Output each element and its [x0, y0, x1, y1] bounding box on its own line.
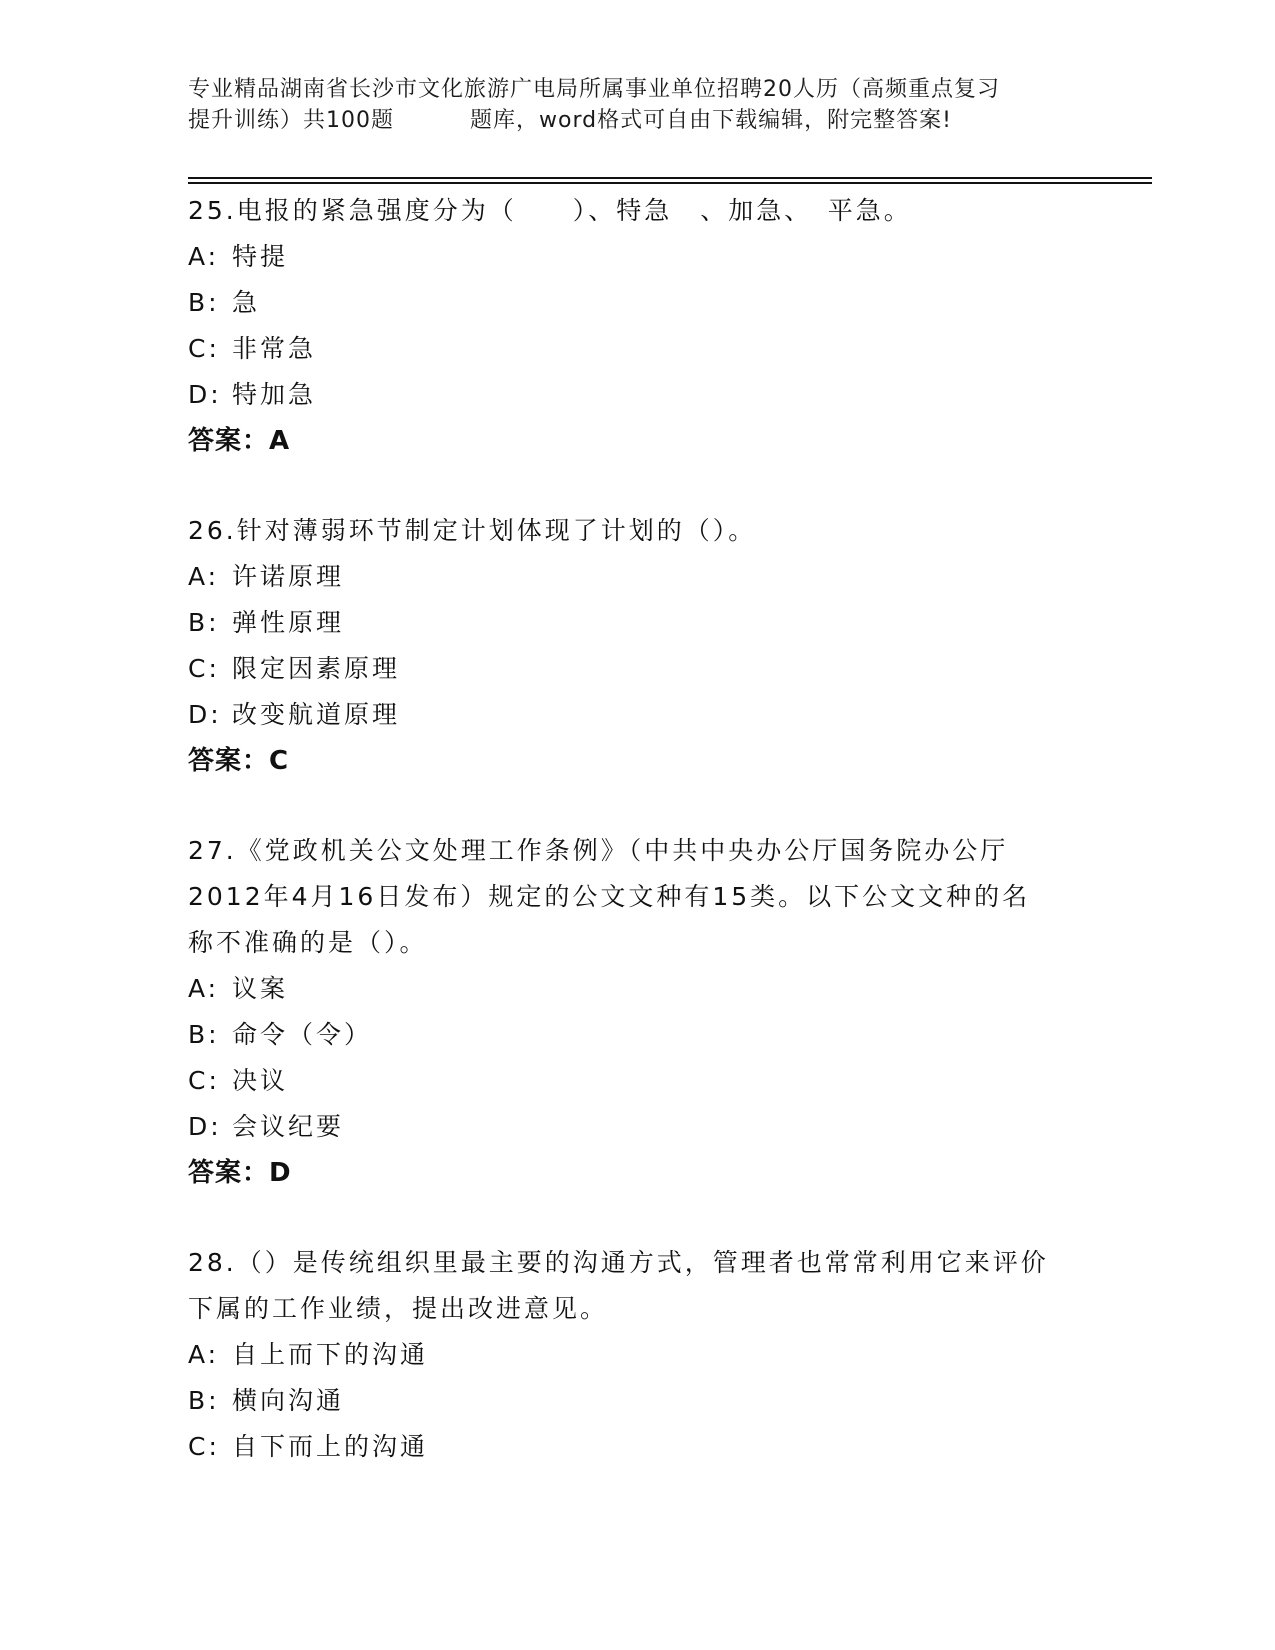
option-text: 许诺原理 — [232, 562, 345, 591]
option-key: D: — [188, 1112, 222, 1141]
answer-line: 答案：C — [188, 746, 290, 776]
option-key: A: — [188, 974, 220, 1003]
option-text: 会议纪要 — [232, 1112, 345, 1141]
document-header — [188, 74, 1088, 136]
option-key: C: — [188, 334, 220, 363]
option-text: 命令（令） — [232, 1020, 373, 1049]
answer-line: 答案：A — [188, 426, 291, 456]
question-25 — [188, 188, 1088, 464]
question-text: 称不准确的是（）。 — [188, 928, 428, 957]
question-27 — [188, 828, 1088, 1196]
option-b — [188, 280, 1088, 326]
header-divider-bottom — [188, 182, 1152, 184]
option-key: C: — [188, 1432, 220, 1461]
header-line-2-right: 题库，word格式可自由下载编辑，附完整答案! — [470, 108, 952, 133]
option-text: 弹性原理 — [232, 608, 345, 637]
option-key: C: — [188, 1066, 220, 1095]
option-text: 限定因素原理 — [232, 654, 401, 683]
option-a — [188, 554, 1088, 600]
option-key: B: — [188, 608, 220, 637]
option-text: 非常急 — [232, 334, 317, 363]
question-text: 2012年4月16日发布）规定的公文文种有15类。以下公文文种的名 — [188, 882, 1031, 911]
option-text: 自下而上的沟通 — [232, 1432, 429, 1461]
question-text: 28.（）是传统组织里最主要的沟通方式，管理者也常常利用它来评价 — [188, 1248, 1049, 1277]
answer-line: 答案：D — [188, 1158, 292, 1188]
question-28 — [188, 1240, 1088, 1470]
option-text: 决议 — [232, 1066, 289, 1095]
option-b — [188, 1378, 1088, 1424]
header-divider-top — [188, 177, 1152, 179]
option-text: 改变航道原理 — [232, 700, 401, 729]
question-26 — [188, 508, 1088, 784]
question-list — [188, 188, 1088, 1514]
option-text: 急 — [232, 288, 261, 317]
question-text: 25.电报的紧急强度分为（ ）、特急 、加急、 平急。 — [188, 196, 912, 225]
option-key: A: — [188, 242, 220, 271]
header-line-1: 专业精品湖南省长沙市文化旅游广电局所属事业单位招聘20人历（高频重点复习 — [188, 77, 1000, 102]
option-key: D: — [188, 380, 222, 409]
option-key: A: — [188, 1340, 220, 1369]
question-text: 26.针对薄弱环节制定计划体现了计划的（）。 — [188, 516, 757, 545]
header-line-2-left: 提升训练）共100题 — [188, 108, 394, 133]
option-d — [188, 372, 1088, 418]
option-key: B: — [188, 1020, 220, 1049]
option-d — [188, 1104, 1088, 1150]
option-c — [188, 326, 1088, 372]
option-text: 横向沟通 — [232, 1386, 345, 1415]
option-c — [188, 1424, 1088, 1470]
option-d — [188, 692, 1088, 738]
option-text: 自上而下的沟通 — [232, 1340, 429, 1369]
option-text: 议案 — [232, 974, 289, 1003]
option-key: C: — [188, 654, 220, 683]
option-c — [188, 1058, 1088, 1104]
question-text: 27.《党政机关公文处理工作条例》（中共中央办公厅国务院办公厅 — [188, 836, 1009, 865]
option-a — [188, 966, 1088, 1012]
option-c — [188, 646, 1088, 692]
question-text: 下属的工作业绩，提出改进意见。 — [188, 1294, 609, 1323]
option-key: B: — [188, 1386, 220, 1415]
option-b — [188, 600, 1088, 646]
option-a — [188, 234, 1088, 280]
option-text: 特加急 — [232, 380, 317, 409]
option-key: B: — [188, 288, 220, 317]
option-key: A: — [188, 562, 220, 591]
header-line-2 — [188, 105, 1088, 136]
option-text: 特提 — [232, 242, 289, 271]
option-key: D: — [188, 700, 222, 729]
option-b — [188, 1012, 1088, 1058]
option-a — [188, 1332, 1088, 1378]
